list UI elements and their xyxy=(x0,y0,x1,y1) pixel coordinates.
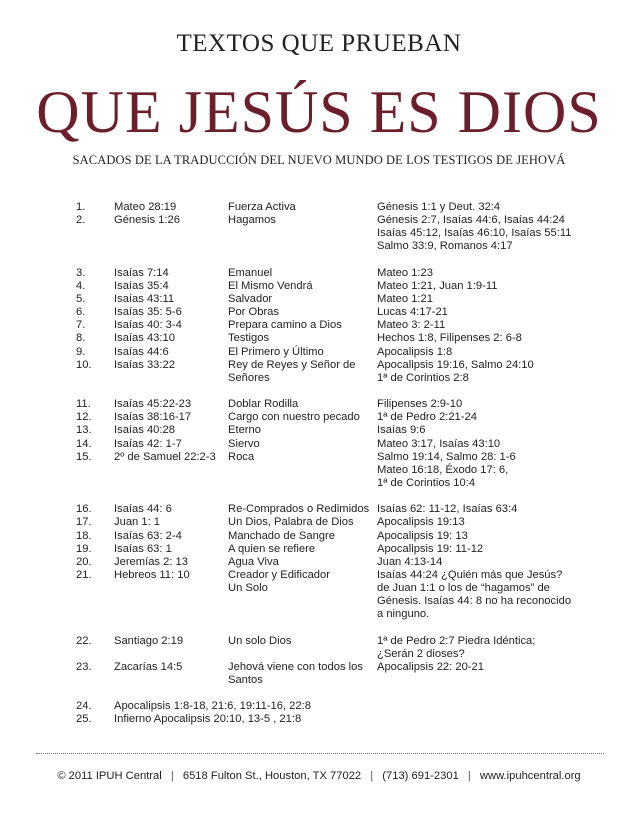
item-number: 9. xyxy=(76,345,86,358)
row-spacer xyxy=(0,687,638,700)
row-spacer xyxy=(0,385,638,398)
list-item xyxy=(0,411,638,424)
cross-reference: Hechos 1:8, Filipenses 2: 6-8 xyxy=(377,332,522,345)
cross-reference: 1ª de Corintios 2:8 xyxy=(377,371,469,384)
attribute-text: Testigos xyxy=(228,332,270,345)
list-item xyxy=(0,674,638,687)
item-number: 17. xyxy=(76,516,92,529)
list-item xyxy=(0,503,638,516)
cross-reference: Apocalipsis 19:13 xyxy=(377,516,465,529)
cross-reference: Mateo 3: 2-11 xyxy=(377,319,446,332)
footer-copyright: © 2011 IPUH Central xyxy=(57,770,162,782)
cross-reference: Isaías 44:24 ¿Quién más que Jesús? xyxy=(377,568,563,581)
attribute-text: Un Dios, Palabra de Dios xyxy=(228,516,354,529)
list-item xyxy=(0,451,638,464)
scripture-reference: Isaías 33:22 xyxy=(114,358,175,371)
attribute-text: Fuerza Activa xyxy=(228,201,296,213)
list-item xyxy=(0,306,638,319)
scripture-reference: Isaías 7:14 xyxy=(114,266,169,279)
item-number: 15. xyxy=(76,450,92,463)
scripture-reference: Isaías 40: 3-4 xyxy=(114,319,182,332)
attribute-text: Re-Comprados o Redimidos xyxy=(228,503,370,516)
list-item xyxy=(0,293,638,306)
cross-reference: Mateo 1:21 xyxy=(377,292,433,305)
attribute-text: Por Obras xyxy=(228,306,279,319)
scripture-reference: Jeremías 2: 13 xyxy=(114,555,188,568)
cross-reference: Apocalipsis 19: 11-12 xyxy=(377,542,484,555)
list-item xyxy=(0,227,638,240)
footer-separator: | xyxy=(467,770,471,782)
list-item xyxy=(0,477,638,490)
footer-separator: | xyxy=(170,770,174,782)
scripture-reference: Isaías 43:10 xyxy=(114,332,175,345)
scripture-reference: Infierno Apocalipsis 20:10, 13-5 , 21:8 xyxy=(114,713,302,726)
list-item xyxy=(0,319,638,332)
attribute-text: Cargo con nuestro pecado xyxy=(228,411,360,424)
scripture-reference: Juan 1: 1 xyxy=(114,516,161,529)
list-item xyxy=(0,398,638,411)
cross-reference: Apocalipsis 1:8 xyxy=(377,345,453,358)
scripture-reference: Isaías 63: 2-4 xyxy=(114,529,182,542)
list-item xyxy=(0,530,638,543)
cross-reference: Lucas 4:17-21 xyxy=(377,306,448,319)
row-spacer xyxy=(0,622,638,635)
item-number: 18. xyxy=(76,529,92,542)
scripture-reference: Isaías 42: 1-7 xyxy=(114,437,182,450)
list-item xyxy=(0,346,638,359)
item-number: 20. xyxy=(76,555,92,568)
row-spacer xyxy=(0,490,638,503)
attribute-text: Un solo Dios xyxy=(228,634,292,647)
list-item xyxy=(0,438,638,451)
attribute-text: Prepara camino a Dios xyxy=(228,319,342,332)
cross-reference: Isaías 45:12, Isaías 46:10, Isaías 55:11 xyxy=(377,227,572,240)
scripture-reference: 2º de Samuel 22:2-3 xyxy=(114,450,216,463)
attribute-text: Un Solo xyxy=(228,582,268,595)
list-item xyxy=(0,280,638,293)
cross-reference: Génesis. Isaías 44: 8 no ha reconocido xyxy=(377,595,572,608)
cross-reference: Filipenses 2:9-10 xyxy=(377,398,463,411)
subtitle: SACADOS DE LA TRADUCCIÓN DEL NUEVO MUNDO DE LOS TESTIGOS DE JEHOVÁ xyxy=(72,153,566,167)
list-item xyxy=(0,359,638,372)
footer-separator: | xyxy=(370,770,374,782)
cross-reference: Salmo 33:9, Romanos 4:17 xyxy=(377,240,513,253)
cross-reference: 1ª de Corintios 10:4 xyxy=(377,476,476,489)
item-number: 16. xyxy=(76,503,92,516)
cross-reference: Mateo 16:18, Éxodo 17: 6, xyxy=(377,463,509,476)
cross-reference: Apocalipsis 22: 20-21 xyxy=(377,660,484,673)
cross-reference: Salmo 19:14, Salmo 28: 1-6 xyxy=(377,450,516,463)
attribute-text: Creador y Edificador xyxy=(228,568,330,581)
item-number: 22. xyxy=(76,634,92,647)
scripture-reference: Isaías 38:16-17 xyxy=(114,411,192,424)
divider xyxy=(36,753,604,754)
scripture-reference: Isaías 40:28 xyxy=(114,424,175,437)
scripture-list xyxy=(0,201,638,727)
cross-reference: Juan 4:13-14 xyxy=(377,555,443,568)
scripture-reference: Isaías 44: 6 xyxy=(114,503,172,516)
cross-reference: ¿Serán 2 dioses? xyxy=(377,647,465,660)
item-number: 11. xyxy=(76,398,91,411)
attribute-text: Manchado de Sangre xyxy=(228,529,335,542)
list-item xyxy=(0,372,638,385)
scripture-reference: Génesis 1:26 xyxy=(114,214,180,227)
list-item xyxy=(0,700,638,713)
cross-reference: de Juan 1:1 o los de “hagamos” de xyxy=(377,582,550,595)
list-item xyxy=(0,214,638,227)
scripture-reference: Apocalipsis 1:8-18, 21:6, 19:11-16, 22:8 xyxy=(114,700,311,713)
scripture-reference: Isaías 43:11 xyxy=(114,292,175,305)
scripture-reference: Mateo 28:19 xyxy=(114,201,177,213)
list-item xyxy=(0,582,638,595)
attribute-text: El Mismo Vendrá xyxy=(228,279,313,292)
kicker-heading: TEXTOS QUE PRUEBAN xyxy=(176,30,462,57)
list-item xyxy=(0,424,638,437)
scripture-reference: Hebreos 11: 10 xyxy=(114,568,190,581)
attribute-text: Roca xyxy=(228,450,255,463)
scripture-reference: Santiago 2:19 xyxy=(114,634,184,647)
footer-address: 6518 Fulton St., Houston, TX 77022 xyxy=(182,770,362,782)
item-number: 24. xyxy=(76,700,92,713)
list-item xyxy=(0,569,638,582)
attribute-text: A quien se refiere xyxy=(228,542,316,555)
item-number: 3. xyxy=(76,266,86,279)
row-spacer xyxy=(0,254,638,267)
item-number: 25. xyxy=(76,713,92,726)
list-item xyxy=(0,516,638,529)
cross-reference: Mateo 1:21, Juan 1:9-11 xyxy=(377,279,498,292)
item-number: 2. xyxy=(76,214,86,227)
item-number: 19. xyxy=(76,542,92,555)
item-number: 5. xyxy=(76,292,86,305)
list-item xyxy=(0,464,638,477)
item-number: 6. xyxy=(76,306,86,319)
item-number: 14. xyxy=(76,437,92,450)
list-item xyxy=(0,543,638,556)
item-number: 13. xyxy=(76,424,92,437)
list-item xyxy=(0,332,638,345)
item-number: 8. xyxy=(76,332,86,345)
list-item xyxy=(0,556,638,569)
list-item xyxy=(0,267,638,280)
attribute-text: Salvador xyxy=(228,292,273,305)
list-item xyxy=(0,201,638,214)
list-item xyxy=(0,595,638,608)
attribute-text: Señores xyxy=(228,371,270,384)
list-item xyxy=(0,648,638,661)
attribute-text: Agua Viva xyxy=(228,555,279,568)
item-number: 7. xyxy=(76,319,86,332)
cross-reference: Génesis 2:7, Isaías 44:6, Isaías 44:24 xyxy=(377,214,565,227)
list-item xyxy=(0,608,638,621)
cross-reference: a ninguno. xyxy=(377,608,430,621)
cross-reference: Mateo 3:17, Isaías 43:10 xyxy=(377,437,501,450)
cross-reference: 1ª de Pedro 2:7 Piedra Idéntica; xyxy=(377,634,536,647)
cross-reference: Apocalipsis 19:16, Salmo 24:10 xyxy=(377,358,534,371)
cross-reference: Isaías 62: 11-12, Isaías 63:4 xyxy=(377,503,518,516)
item-number: 4. xyxy=(76,279,86,292)
attribute-text: El Primero y Último xyxy=(228,345,324,358)
attribute-text: Rey de Reyes y Señor de xyxy=(228,358,356,371)
attribute-text: Eterno xyxy=(228,424,261,437)
list-item xyxy=(0,661,638,674)
item-number: 1. xyxy=(76,201,86,213)
footer-phone: (713) 691-2301 xyxy=(382,770,459,782)
list-item xyxy=(0,635,638,648)
scripture-reference: Isaías 44:6 xyxy=(114,345,169,358)
attribute-text: Hagamos xyxy=(228,214,276,227)
cross-reference: Apocalipsis 19: 13 xyxy=(377,529,468,542)
list-item xyxy=(0,240,638,253)
scripture-reference: Isaías 63: 1 xyxy=(114,542,172,555)
item-number: 21. xyxy=(76,568,92,581)
item-number: 12. xyxy=(76,411,92,424)
scripture-reference: Isaías 35:4 xyxy=(114,279,169,292)
attribute-text: Jehová viene con todos los xyxy=(228,660,363,673)
attribute-text: Doblar Rodilla xyxy=(228,398,299,411)
list-item xyxy=(0,713,638,726)
scripture-reference: Isaías 45:22-23 xyxy=(114,398,192,411)
footer xyxy=(0,770,638,782)
page-title: QUE JESÚS ES DIOS xyxy=(36,79,602,145)
footer-website[interactable]: www.ipuhcentral.org xyxy=(479,770,581,782)
cross-reference: Mateo 1:23 xyxy=(377,266,433,279)
cross-reference: Isaías 9:6 xyxy=(377,424,426,437)
item-number: 23. xyxy=(76,660,92,673)
attribute-text: Siervo xyxy=(228,437,260,450)
cross-reference: Génesis 1:1 y Deut. 32:4 xyxy=(377,201,501,213)
scripture-reference: Isaías 35: 5-6 xyxy=(114,306,182,319)
cross-reference: 1ª de Pedro 2:21-24 xyxy=(377,411,477,424)
attribute-text: Santos xyxy=(228,674,263,687)
item-number: 10. xyxy=(76,358,92,371)
scripture-reference: Zacarías 14:5 xyxy=(114,660,183,673)
attribute-text: Emanuel xyxy=(228,266,273,279)
